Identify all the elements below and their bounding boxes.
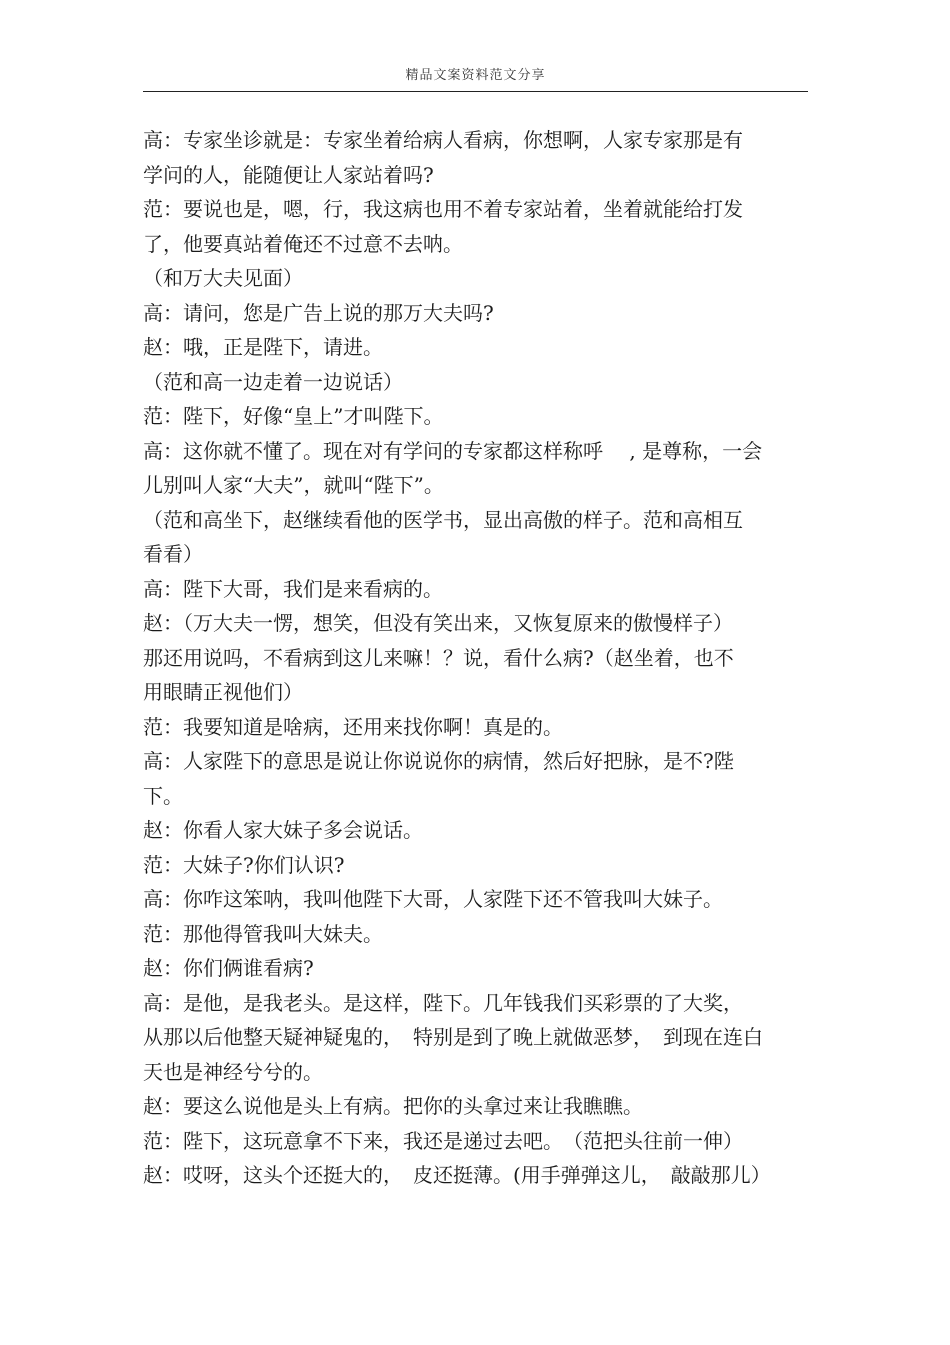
text-line: 儿别叫人家“大夫”，就叫“陛下”。: [143, 473, 444, 497]
text-line: 看看）: [143, 542, 203, 566]
text-line: （范和高坐下，赵继续看他的医学书，显出高傲的样子。范和高相互: [143, 507, 743, 532]
text-line: 下。: [143, 783, 183, 808]
text-line: 范：陛下，这玩意拿不下来，我还是递过去吧。 （范把头往前一伸）: [143, 1128, 743, 1153]
text-line: 高：陛下大哥，我们是来看病的。: [143, 576, 443, 601]
text-line: 那还用说吗，不看病到这儿来嘛！？说，看什么病?（赵坐着，也不: [143, 645, 734, 670]
text-line: 范：陛下，好像“皇上”才叫陛下。: [143, 404, 444, 428]
text-line: 范：大妹子?你们认识?: [143, 852, 345, 877]
text-line: 赵：要这么说他是头上有病。把你的头拿过来让我瞧瞧。: [143, 1094, 643, 1118]
text-line: 了，他要真站着俺还不过意不去呐。: [143, 231, 463, 256]
text-line: 高：专家坐诊就是：专家坐着给病人看病，你想啊，人家专家那是有: [143, 128, 743, 152]
text-line: 高：是他，是我老头。是这样，陛下。几年钱我们买彩票的了大奖，: [143, 990, 743, 1015]
text-line: 范：要说也是，嗯，行，我这病也用不着专家站着，坐着就能给打发: [143, 197, 743, 221]
text-line: 用眼睛正视他们）: [143, 680, 303, 704]
text-line: 赵：哎呀，这头个还挺大的， 皮还挺薄。(用手弹弹这儿， 敲敲那儿）: [143, 1163, 771, 1187]
text-line: 赵：你们俩谁看病?: [143, 956, 314, 980]
text-line: 高：请问，您是广告上说的那万大夫吗?: [143, 300, 494, 325]
text-line: 范：我要知道是啥病，还用来找你啊！真是的。: [143, 714, 563, 739]
text-line: （范和高一边走着一边说话）: [143, 369, 403, 394]
text-line: 范：那他得管我叫大妹夫。: [143, 921, 383, 946]
text-line: 赵：你看人家大妹子多会说话。: [143, 818, 423, 842]
text-line: 学问的人，能随便让人家站着吗?: [143, 162, 434, 187]
header-divider: [143, 91, 808, 92]
text-line: 赵：（万大夫一愣，想笑，但没有笑出来，又恢复原来的傲慢样子）: [143, 611, 733, 635]
dialogue-text: [143, 123, 808, 1193]
text-line: 高：人家陛下的意思是说让你说说你的病情，然后好把脉，是不?陛: [143, 749, 734, 773]
page-header: 精品文案资料范文分享: [405, 68, 546, 83]
text-line: （和万大夫见面）: [143, 266, 303, 290]
text-line: 赵：哦，正是陛下，请进。: [143, 335, 383, 359]
text-line: 从那以后他整天疑神疑鬼的， 特别是到了晚上就做恶梦， 到现在连白: [143, 1025, 763, 1049]
text-line: 高：你咋这笨呐，我叫他陛下大哥，人家陛下还不管我叫大妹子。: [143, 887, 723, 911]
text-line: 高：这你就不懂了。现在对有学问的专家都这样称呼 , 是尊称，一会: [143, 438, 763, 463]
text-line: 天也是神经兮兮的。: [143, 1059, 323, 1084]
